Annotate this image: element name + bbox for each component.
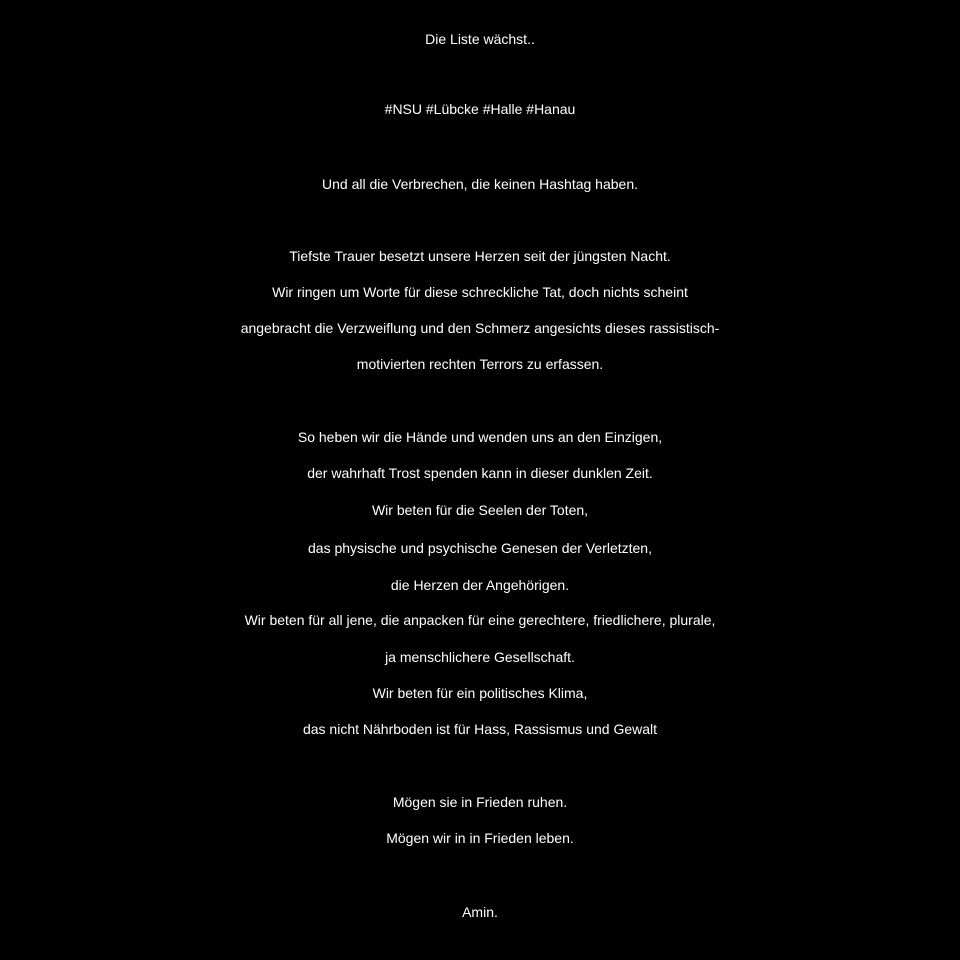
prayer-line-6: Wir beten für all jene, die anpacken für eine gerechtere, friedlichere, plurale,	[244, 612, 716, 628]
grief-line-2: Wir ringen um Worte für diese schreckliche Tat, doch nichts scheint	[272, 284, 688, 300]
prayer-line-1: So heben wir die Hände und wenden uns an den Einzigen,	[297, 429, 663, 445]
prayer-line-3: Wir beten für die Seelen der Toten,	[371, 502, 589, 518]
prayer-line-8: Wir beten für ein politisches Klima,	[372, 685, 588, 701]
wish-line-1: Mögen sie in Frieden ruhen.	[392, 794, 568, 810]
prayer-line-7: ja menschlichere Gesellschaft.	[385, 649, 575, 665]
grief-line-4: motivierten rechten Terrors zu erfassen.	[356, 356, 604, 372]
wish-line-2: Mögen wir in in Frieden leben.	[386, 830, 574, 846]
prayer-line-2: der wahrhaft Trost spenden kann in dieser dunklen Zeit.	[307, 465, 653, 481]
hashtags: #NSU #Lübcke #Halle #Hanau	[384, 101, 576, 117]
prayer-line-5: die Herzen der Angehörigen.	[390, 577, 570, 593]
prayer-line-9: das nicht Nährboden ist für Hass, Rassismus und Gewalt	[302, 721, 658, 737]
grief-line-3: angebracht die Verzweiflung und den Schmerz angesichts dieses rassistisch-	[240, 320, 720, 336]
closing: Amin.	[462, 904, 498, 920]
grief-line-1: Tiefste Trauer besetzt unsere Herzen seit der jüngsten Nacht.	[289, 248, 671, 264]
heading: Die Liste wächst..	[425, 31, 535, 47]
unlisted-crimes-line: Und all die Verbrechen, die keinen Hashtag haben.	[322, 176, 638, 192]
prayer-line-4: das physische und psychische Genesen der Verletzten,	[308, 540, 652, 556]
